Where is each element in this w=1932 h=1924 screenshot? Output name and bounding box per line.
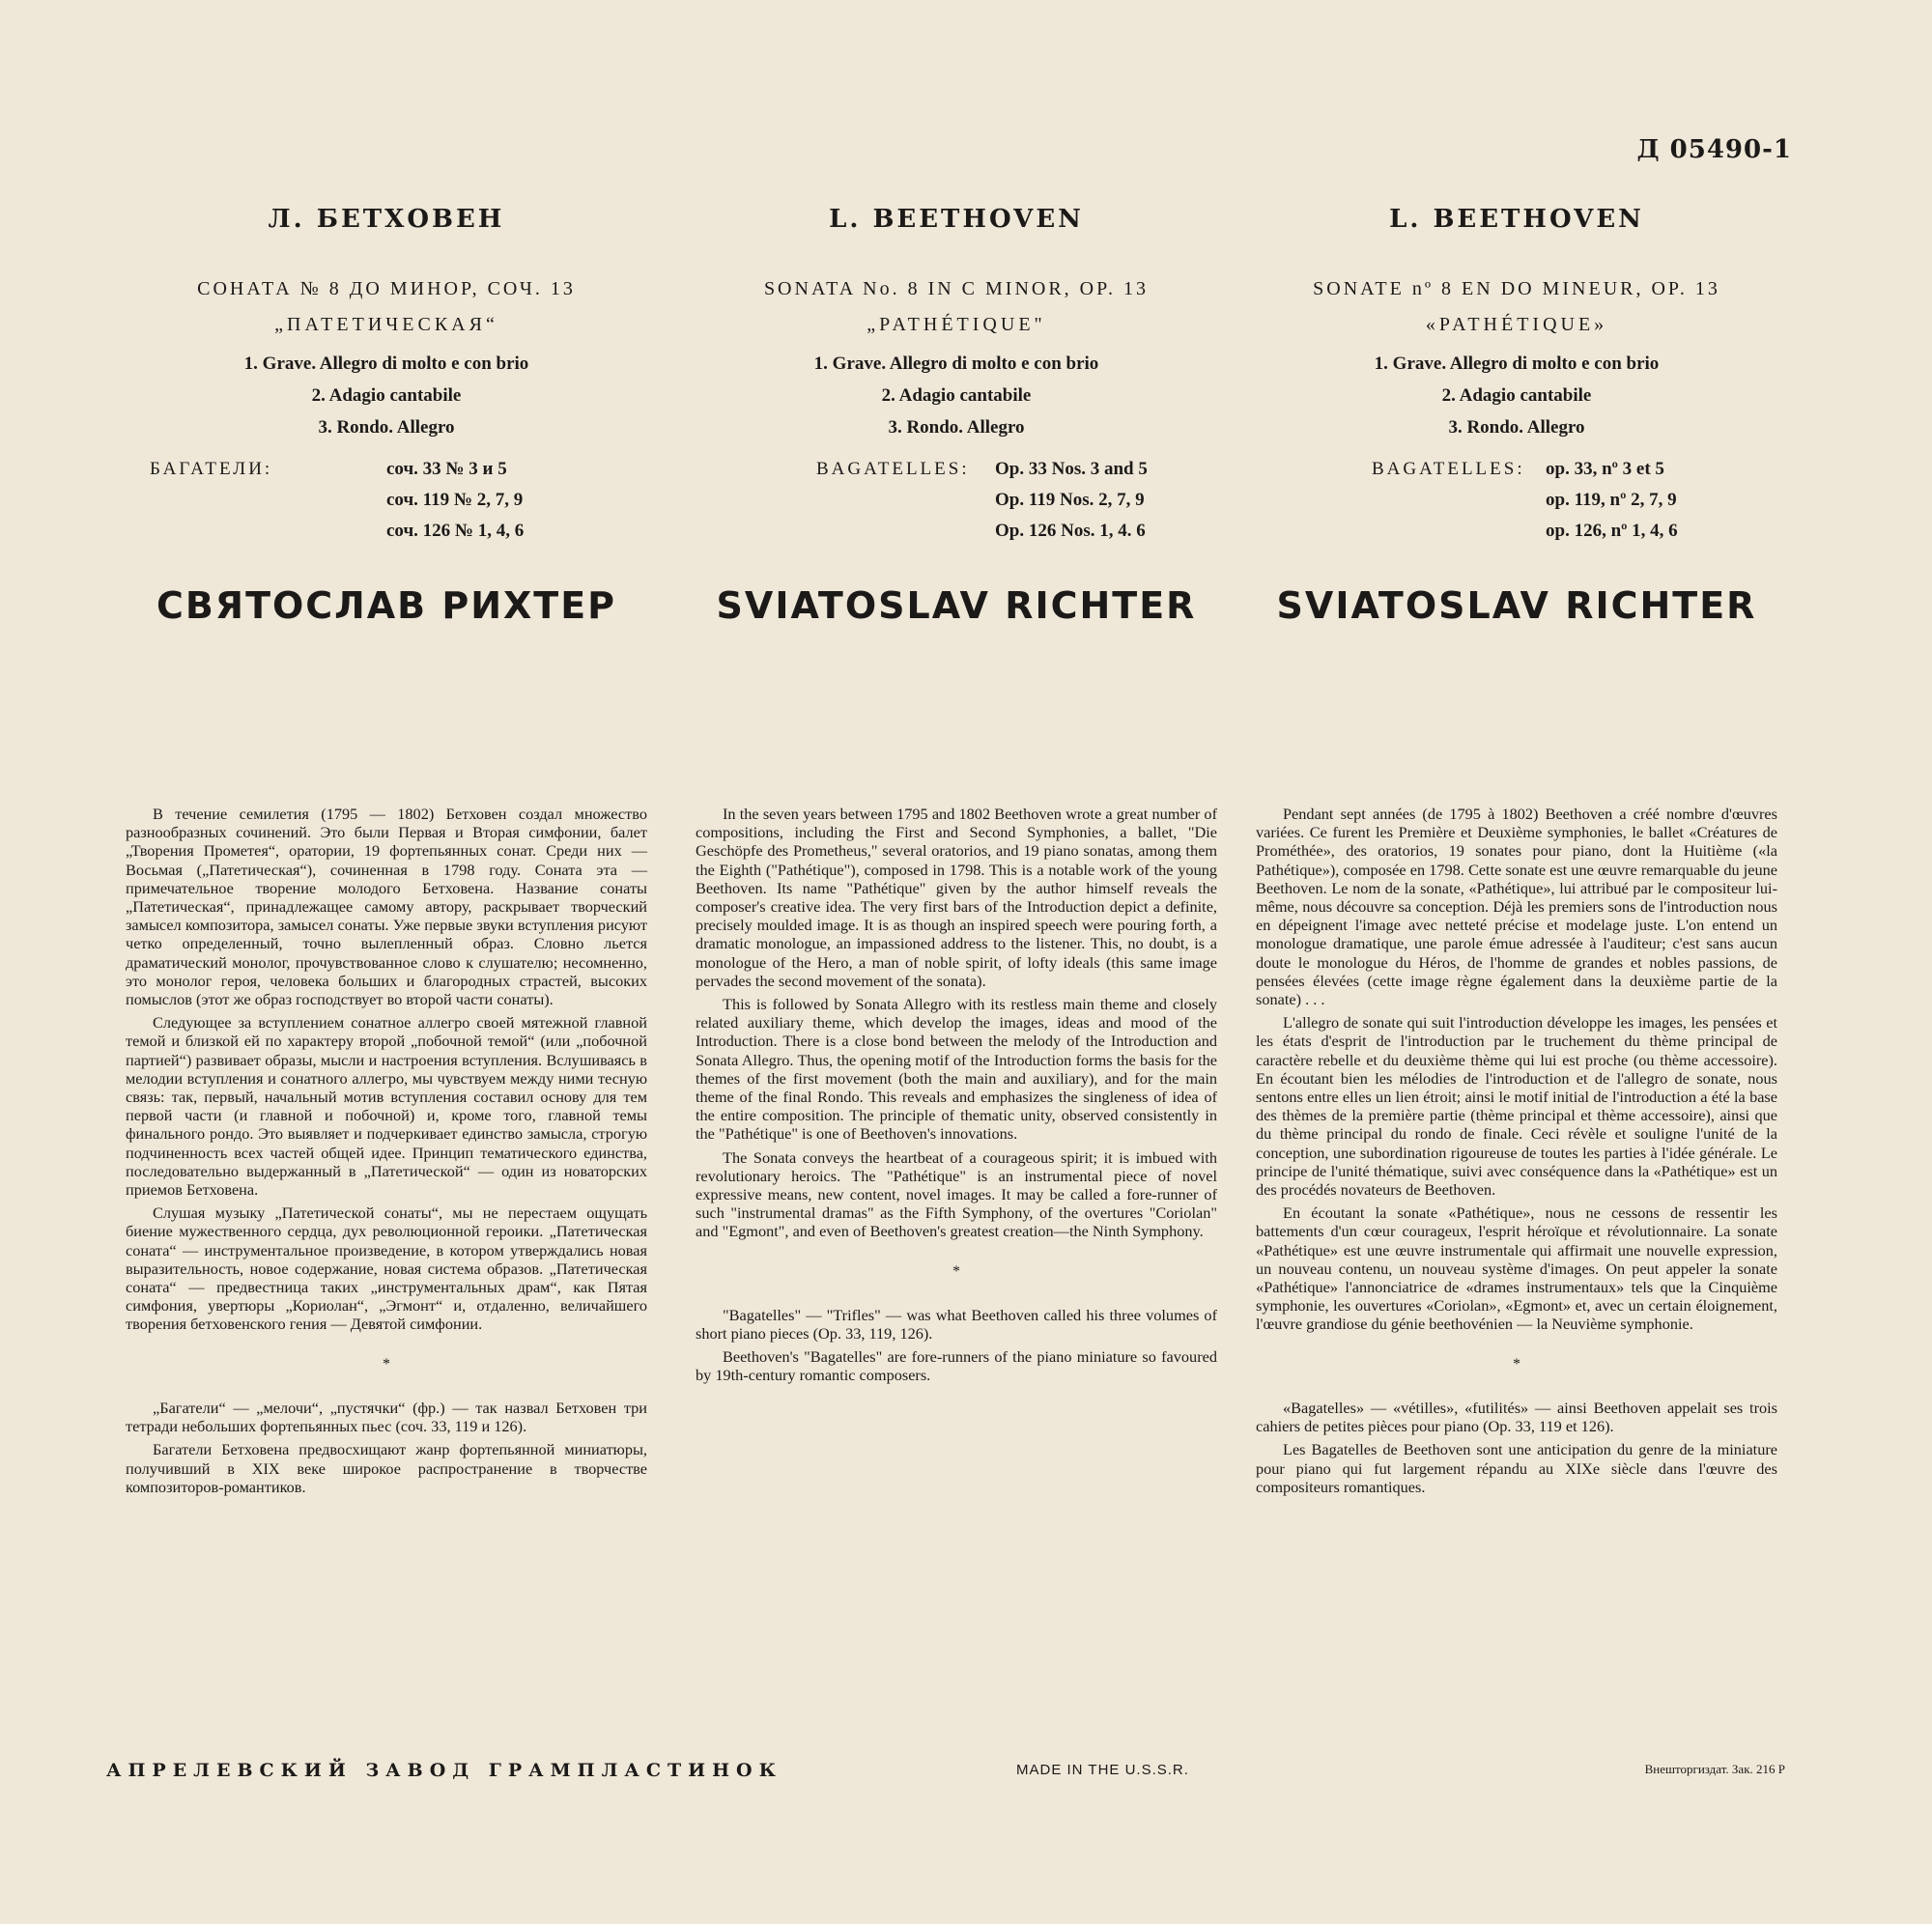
performer-name: СВЯТОСЛАВ РИХТЕР (156, 584, 617, 627)
printer-order-number: Внешторгиздат. Зак. 216 Р (1644, 1762, 1785, 1776)
movement: 3. Rondo. Allegro (318, 417, 455, 438)
sonata-nickname: «PATHÉTIQUE» (1425, 314, 1608, 335)
bagatelle-item: Op. 126 Nos. 1, 4. 6 (995, 521, 1146, 541)
section-divider: * (1513, 1355, 1520, 1372)
bagatelle-item: op. 33, nº 3 et 5 (1546, 459, 1664, 479)
paragraph: "Bagatelles" — "Trifles" — was what Beethoven called his three volumes of short piano pieces (Op. 33, 119, 126). (696, 1305, 1217, 1344)
bagatelles-label: BAGATELLES: (1372, 459, 1525, 479)
movement: 1. Grave. Allegro di molto e con brio (813, 354, 1099, 374)
bagatelle-item: Op. 119 Nos. 2, 7, 9 (995, 490, 1145, 510)
section-divider: * (952, 1262, 960, 1280)
performer-name: SVIATOSLAV RICHTER (1276, 584, 1757, 627)
made-in-label: MADE IN THE U.S.S.R. (1016, 1762, 1189, 1778)
bagatelle-item: соч. 119 № 2, 7, 9 (386, 490, 524, 510)
paragraph: Beethoven's "Bagatelles" are fore-runners of the piano miniature so favoured by 19th-century romantic composers. (696, 1347, 1217, 1385)
sonata-title: SONATE nº 8 EN DO MINEUR, OP. 13 (1313, 278, 1720, 299)
paragraph: Слушая музыку „Патетической сонаты“, мы не перестаем ощущать биение мужественного сердца, дух революционной героики. „Патетическая соната“ — инструментальное произведение, в котором утверждались новая выразительность, новое содержание, новая система образов. „Патетическая соната“ — предвестница таких „инструментальных драм“, как Пятая симфония, увертюры „Кориолан“, „Эгмонт“ и, отдаленно, величайшего творения бетховенского гения — Девятой симфонии. (126, 1203, 647, 1334)
paragraph: «Bagatelles» — «vétilles», «futilités» — ainsi Beethoven appelait ses trois cahiers de petites pièces pour piano (Op. 33, 119 et 126). (1256, 1398, 1777, 1436)
bagatelles-list (696, 459, 1217, 552)
movement: 2. Adagio cantabile (881, 385, 1032, 406)
composer: L. BEETHOVEN (1389, 205, 1644, 234)
manufacturer-name: АПРЕЛЕВСКИЙ ЗАВОД ГРАМПЛАСТИНОК (106, 1760, 782, 1781)
bagatelle-item: Op. 33 Nos. 3 and 5 (995, 459, 1148, 479)
program-header (696, 205, 1217, 443)
bagatelle-item: соч. 33 № 3 и 5 (386, 459, 507, 479)
performer-name: SVIATOSLAV RICHTER (716, 584, 1197, 627)
paragraph: The Sonata conveys the heartbeat of a courageous spirit; it is imbued with revolutionary heroics. The "Pathétique" is an instrumental piece of novel expressive means, new content, novel images. It may be called a fore-runner of such "instrumental dramas" as the Fifth Symphony, of the overtures "Coriolan" and "Egmont", and even of Beethoven's greatest creation—the Ninth Symphony. (696, 1147, 1217, 1241)
composer: L. BEETHOVEN (829, 205, 1084, 234)
movement: 2. Adagio cantabile (1441, 385, 1592, 406)
movement: 3. Rondo. Allegro (888, 417, 1025, 438)
paragraph: „Багатели“ — „мелочи“, „пустячки“ (фр.) — так назвал Бетховен три тетради небольших фортепьянных пьес (соч. 33, 119 и 126). (126, 1398, 647, 1436)
liner-notes (1256, 805, 1777, 1501)
bagatelle-item: соч. 126 № 1, 4, 6 (386, 521, 525, 541)
bagatelles-label: BAGATELLES: (816, 459, 970, 479)
paragraph: En écoutant la sonate «Pathétique», nous ne cessons de ressentir les battements d'un cœur courageux, l'esprit héroïque et révolutionnaire. La sonate «Pathétique» est une œuvre instrumentale qui affirmait une nouvelle expression, un nouveau contenu, un nouveau système d'images. On peut appeler la sonate «Pathétique» l'annonciatrice de «drames instrumentaux» tels que la Cinquième symphonie, les ouvertures «Coriolan», «Egmont» et, avec un certain éloignement, l'œuvre grandiose du génie beethovénien — la Neuvième symphonie. (1256, 1203, 1777, 1334)
sonata-title: СОНАТА № 8 ДО МИНОР, СОЧ. 13 (197, 278, 576, 299)
bagatelle-item: op. 126, nº 1, 4, 6 (1546, 521, 1678, 541)
paragraph: Следующее за вступлением сонатное аллегро своей мятежной главной темой и близкой ей по характеру второй „побочной темой“ (или „побочной партией“) развивает образы, мысли и настроения вступления. Вслушиваясь в мелодии вступления и сонатного аллегро, мы чувствуем между ними тесную связь: так, первый, начальный мотив вступления составил основу для тем первой части (и главной и побочной) и, кроме того, главной темы финального рондо. Это выявляет и подчеркивает единство замысла, строгую подчиненность всех частей общей идее. Принцип тематического единства, последовательно выдержанный в „Патетической“ — один из новаторских приемов Бетховена. (126, 1013, 647, 1200)
program-header (126, 205, 647, 443)
paragraph: Pendant sept années (de 1795 à 1802) Beethoven a créé nombre d'œuvres variées. Ce furent les Première et Deuxième symphonies, le ballet «Créatures de Prométhée», des oratorios, 19 sonates pour piano, dont la Huitième («la Pathétique»), composée en 1798. Cette sonate est une œuvre remarquable du jeune Beethoven. Le nom de la sonate, «Pathétique», lui attribué par le compositeur lui-même, nous découvre sa conception. Déjà les premiers sons de l'introduction nous en dépeignent l'image avec netteté précise et modelage juste. L'on entend un monologue dramatique, une parole émue adressée à l'auditeur; c'est sans aucun doute le monologue du Héros, de l'homme de grandes et nobles passions, de pensées élevées (cette image règne également dans la deuxième partie de la sonate) . . . (1256, 805, 1777, 1009)
composer: Л. БЕТХОВЕН (268, 205, 505, 234)
movement: 2. Adagio cantabile (311, 385, 462, 406)
movement: 1. Grave. Allegro di molto e con brio (1374, 354, 1660, 374)
section-divider: * (383, 1355, 390, 1372)
paragraph: This is followed by Sonata Allegro with its restless main theme and closely related auxiliary theme, which develop the images, ideas and mood of the Introduction. There is a close bond between the melody of the Introduction and Sonata Allegro. Thus, the opening motif of the Introduction forms the basis for the themes of the first movement (both the main and auxiliary), and for the main theme of the final Rondo. This reveals and emphasizes the singleness of idea of the entire composition. The principle of thematic unity, observed consistently in the "Pathétique" is one of Beethoven's innovations. (696, 995, 1217, 1144)
bagatelles-list (1256, 459, 1777, 552)
paragraph: Багатели Бетховена предвосхищают жанр фортепьянной миниатюры, получивший в XIX веке широкое распространение в творчестве композиторов-романтиков. (126, 1440, 647, 1496)
liner-notes (696, 805, 1217, 1390)
sonata-nickname: „ПАТЕТИЧЕСКАЯ“ (274, 314, 498, 335)
paragraph: L'allegro de sonate qui suit l'introduction développe les images, les pensées et les états d'esprit de l'introduction par le truchement du thème principal de caractère rebelle et du deuxième thème qui lui est proche (ou thème accessoire). En écoutant bien les mélodies de l'introduction et de l'allegro de sonate, nous sentons entre elles un lien étroit; ainsi le motif initial de l'introduction a été la base des thèmes de la première partie (thème principal et thème accessoire), ainsi que du thème principal du rondo de finale. Ceci révèle et souligne l'unité de la conception, une subordination rigoureuse de toutes les parties à l'idée générale. Le principe de l'unité thématique, suivi avec conséquence dans la «Pathétique» est un des procédés novateurs de Beethoven. (1256, 1013, 1777, 1200)
paragraph: In the seven years between 1795 and 1802 Beethoven wrote a great number of compositions, including the First and Second Symphonies, a ballet, "Die Geschöpfe des Prometheus," several oratorios, and 19 piano sonatas, among them the Eighth ("Pathétique"), composed in 1798. This is a notable work of the young Beethoven. Its name "Pathétique" given by the author himself reveals the composer's creative idea. The very first bars of the Introduction depict a definite, precisely moulded image. It is as though an inspired speech were pouring forth, a dramatic monologue, an impassioned address to the listener. This, no doubt, is a monologue of the Hero, a man of noble spirit, of lofty ideals (this same image pervades the second movement of the sonata). (696, 805, 1217, 990)
bagatelle-item: op. 119, nº 2, 7, 9 (1546, 490, 1677, 510)
movement: 1. Grave. Allegro di molto e con brio (243, 354, 529, 374)
paragraph: Les Bagatelles de Beethoven sont une anticipation du genre de la miniature pour piano qui fut largement répandu au XIXe siècle dans l'œuvre des compositeurs romantiques. (1256, 1440, 1777, 1496)
sonata-nickname: „PATHÉTIQUE" (867, 314, 1046, 335)
catalog-number: Д 05490-1 (1636, 135, 1792, 164)
movement: 3. Rondo. Allegro (1448, 417, 1585, 438)
liner-notes (126, 805, 647, 1501)
sonata-title: SONATA No. 8 IN C MINOR, OP. 13 (763, 278, 1150, 299)
bagatelles-list (126, 459, 647, 552)
program-header (1256, 205, 1777, 443)
paragraph: В течение семилетия (1795 — 1802) Бетховен создал множество разнообразных сочинений. Это были Первая и Вторая симфонии, балет „Творения Прометея“, оратории, 19 фортепьянных сонат. Среди них — Восьмая („Патетическая“), сочиненная в 1798 году. Соната эта — примечательное творение молодого Бетховена. Название сонаты „Патетическая“, принадлежащее самому автору, раскрывает творческий замысел композитора, замысел сонаты. Уже первые звуки вступления рисуют четко определенный, точно вылепленный образ. Словно льется драматический монолог, прочувствованное слово к слушателю; несомненно, это монолог героя, человека больших и благородных страстей, высоких помыслов (этот же образ господствует во второй части сонаты). (126, 805, 647, 1009)
bagatelles-label: БАГАТЕЛИ: (150, 459, 273, 479)
